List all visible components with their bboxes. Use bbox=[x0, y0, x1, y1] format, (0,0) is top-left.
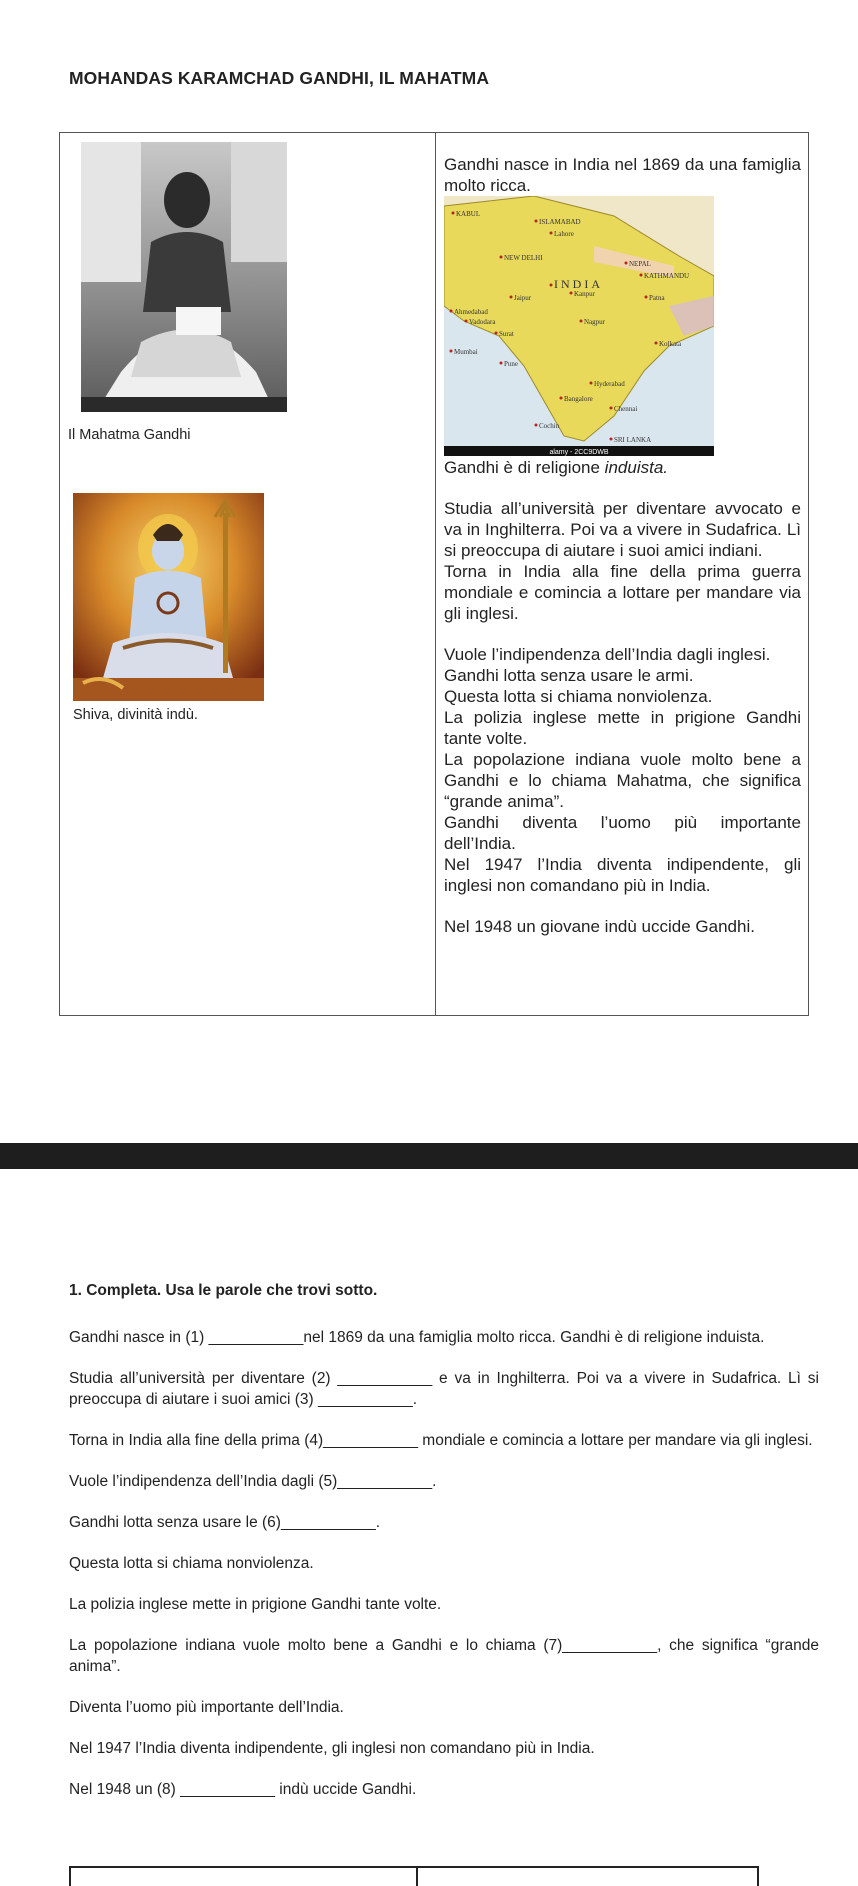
map-label: Kanpur bbox=[574, 290, 595, 298]
map-city-dot bbox=[625, 262, 628, 265]
exercise-line: Nel 1947 l’India diventa indipendente, gli inglesi non comandano più in India. bbox=[69, 1740, 595, 1757]
story-paragraph: La popolazione indiana vuole molto bene a Gandhi e lo chiama Mahatma, che significa “grande anima”. bbox=[444, 750, 801, 811]
map-city-dot bbox=[535, 220, 538, 223]
exercise-line: Studia all’università per diventare (2) ___________ e va in Inghilterra. Poi va a vivere in Sudafrica. Lì si preoccupa di aiutare i suoi amici (3) ___________. bbox=[69, 1370, 819, 1408]
shiva-picture bbox=[73, 493, 264, 701]
map-city-dot bbox=[450, 310, 453, 313]
map-label: NEW DELHI bbox=[504, 254, 543, 262]
map-city-dot bbox=[495, 332, 498, 335]
story-paragraph: Gandhi lotta senza usare le armi. bbox=[444, 666, 694, 685]
map-label: Cochin bbox=[539, 422, 560, 430]
map-label: Mumbai bbox=[454, 348, 478, 356]
story-paragraph: La polizia inglese mette in prigione Gandhi tante volte. bbox=[444, 708, 801, 748]
map-label: SRI LANKA bbox=[614, 436, 652, 444]
map-label: Bangalore bbox=[564, 395, 593, 403]
shiva-picture-caption: Shiva, divinità indù. bbox=[73, 707, 198, 723]
map-city-dot bbox=[610, 407, 613, 410]
exercise-section bbox=[69, 1280, 819, 1820]
map-label: Jaipur bbox=[514, 294, 532, 302]
exercise-line: Gandhi lotta senza usare le (6)___________. bbox=[69, 1514, 381, 1531]
map-city-dot bbox=[450, 350, 453, 353]
exercise-line: Nel 1948 un (8) ___________ indù uccide Gandhi. bbox=[69, 1781, 417, 1798]
map-city-dot bbox=[452, 212, 455, 215]
map-city-dot bbox=[655, 342, 658, 345]
story-paragraph: Studia all’università per diventare avvocato e va in Inghilterra. Poi va a vivere in Sudafrica. Lì si preoccupa di aiutare i suoi amici indiani. bbox=[444, 499, 801, 560]
map-label: KATHMANDU bbox=[644, 272, 690, 280]
map-label: Patna bbox=[649, 294, 665, 302]
exercise-line: Diventa l’uomo più importante dell’India. bbox=[69, 1699, 344, 1716]
story-text bbox=[444, 154, 801, 937]
exercise-title: 1. Completa. Usa le parole che trovi sotto. bbox=[69, 1282, 378, 1299]
map-city-dot bbox=[550, 284, 553, 287]
column-divider bbox=[435, 133, 436, 1015]
map-label: NEPAL bbox=[629, 260, 651, 268]
page-separator bbox=[0, 1143, 858, 1169]
story-paragraph: Gandhi nasce in India nel 1869 da una famiglia molto ricca. bbox=[444, 155, 801, 195]
exercise-line: La polizia inglese mette in prigione Gandhi tante volte. bbox=[69, 1596, 442, 1613]
map-label: Ahmedabad bbox=[454, 308, 488, 316]
map-label: Kolkata bbox=[659, 340, 682, 348]
exercise-line: Gandhi nasce in (1) ___________nel 1869 da una famiglia molto ricca. Gandhi è di religione induista. bbox=[69, 1329, 765, 1346]
story-paragraph: Nel 1948 un giovane indù uccide Gandhi. bbox=[444, 917, 755, 936]
map-city-dot bbox=[500, 256, 503, 259]
india-map bbox=[444, 196, 714, 456]
map-label: Pune bbox=[504, 360, 518, 368]
story-paragraph: Gandhi diventa l’uomo più importante dell’India. bbox=[444, 813, 801, 853]
map-city-dot bbox=[550, 232, 553, 235]
map-city-dot bbox=[610, 438, 613, 441]
map-city-dot bbox=[560, 397, 563, 400]
story-paragraph: Nel 1947 l’India diventa indipendente, gli inglesi non comandano più in India. bbox=[444, 855, 801, 895]
page-title: MOHANDAS KARAMCHAD GANDHI, IL MAHATMA bbox=[69, 68, 490, 88]
map-label: Hyderabad bbox=[594, 380, 625, 388]
exercise-line: Questa lotta si chiama nonviolenza. bbox=[69, 1555, 314, 1572]
exercise-line: La popolazione indiana vuole molto bene a Gandhi e lo chiama (7)___________, che significa “grande anima”. bbox=[69, 1637, 819, 1675]
map-city-dot bbox=[465, 320, 468, 323]
exercise-line: Torna in India alla fine della prima (4)___________ mondiale e comincia a lottare per mandare via gli inglesi. bbox=[69, 1432, 813, 1449]
story-paragraph: Torna in India alla fine della prima guerra mondiale e comincia a lottare per mandare via gli inglesi. bbox=[444, 562, 801, 623]
map-city-dot bbox=[645, 296, 648, 299]
map-label: Surat bbox=[499, 330, 514, 338]
map-label: Lahore bbox=[554, 230, 574, 238]
map-label: ISLAMABAD bbox=[539, 218, 581, 226]
map-city-dot bbox=[510, 296, 513, 299]
gandhi-photo-caption: Il Mahatma Gandhi bbox=[68, 427, 191, 443]
map-watermark: alamy - 2CC9DWB bbox=[549, 449, 609, 456]
info-table bbox=[59, 132, 809, 1016]
story-paragraph: Vuole l’indipendenza dell’India dagli inglesi. bbox=[444, 645, 771, 664]
gandhi-photo bbox=[81, 142, 287, 412]
map-label: KABUL bbox=[456, 210, 481, 218]
map-label: INDIA bbox=[554, 277, 603, 291]
map-city-dot bbox=[590, 382, 593, 385]
map-label: Nagpur bbox=[584, 318, 605, 326]
word-bank-table bbox=[69, 1866, 759, 1886]
map-city-dot bbox=[640, 274, 643, 277]
map-city-dot bbox=[580, 320, 583, 323]
word-bank-divider bbox=[416, 1868, 418, 1886]
map-city-dot bbox=[500, 362, 503, 365]
story-paragraph: Gandhi è di religione induista. bbox=[444, 458, 668, 477]
story-paragraph: Questa lotta si chiama nonviolenza. bbox=[444, 687, 713, 706]
exercise-line: Vuole l’indipendenza dell’India dagli (5)___________. bbox=[69, 1473, 437, 1490]
map-city-dot bbox=[570, 292, 573, 295]
map-city-dot bbox=[535, 424, 538, 427]
map-label: Vadodara bbox=[469, 318, 496, 326]
map-label: Chennai bbox=[614, 405, 638, 413]
